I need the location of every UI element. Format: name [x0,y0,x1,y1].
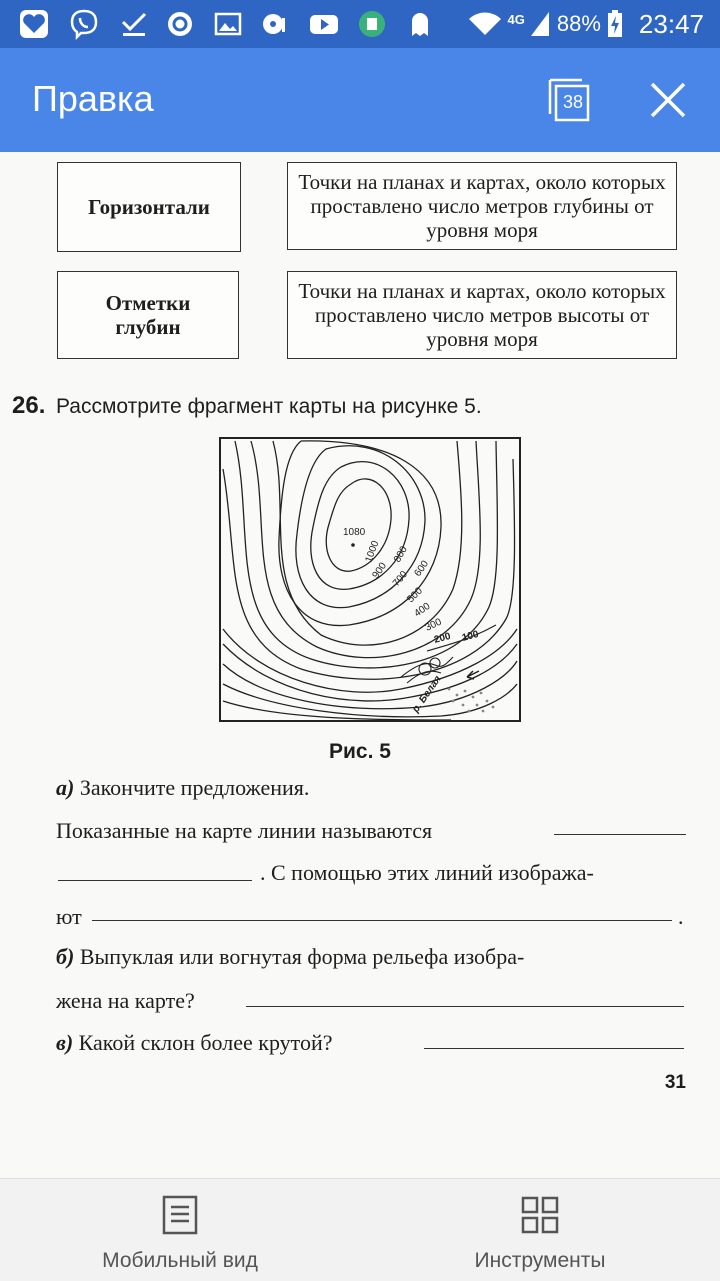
answer-blank-4[interactable] [246,1006,684,1007]
youtube-icon [308,8,340,40]
download-done-icon [118,8,150,40]
contour-label: 800 [392,544,410,565]
page-number: 31 [664,1072,686,1093]
pages-button[interactable] [544,76,592,124]
part-a-text: Закончите предложения. [79,775,310,800]
sync-icon [164,8,196,40]
contour-label: 100 [460,628,480,644]
matching-term-1: Горизонтали [57,162,241,252]
part-c-text: Какой склон более крутой? [78,1030,333,1055]
contour-label: 700 [390,569,411,589]
document-page [0,152,720,1178]
document-icon [160,1195,200,1235]
contour-label: 900 [370,560,390,581]
sentence-3-start: ют [56,904,82,929]
tools-label: Инструменты [474,1249,606,1272]
river-label: р. Белая [410,673,444,715]
contour-label: 600 [412,558,432,579]
viber-icon [68,8,100,40]
part-b-line-2: жена на карте? [56,988,195,1013]
contour-map-drawing [221,439,519,720]
pages-count: 38 [562,92,584,112]
bottom-bar [0,1178,720,1281]
part-c-label: в) [56,1030,74,1055]
close-icon[interactable] [644,76,692,124]
sentence-3-end: . [678,904,684,929]
gallery-icon [212,8,244,40]
question-text: Рассмотрите фрагмент карты на рисунке 5. [56,395,482,418]
wifi-icon [468,11,502,37]
contour-label: 400 [412,600,433,620]
figure-caption: Рис. 5 [329,740,391,763]
part-c-line [56,1030,333,1056]
status-bar [0,0,720,48]
peak-elevation-label: 1080 [343,527,366,538]
part-a-heading [56,775,309,801]
contour-label: 200 [432,630,452,646]
sentence-1: Показанные на карте линии называются [56,818,433,843]
cleaner-icon [356,8,388,40]
answer-blank-1[interactable] [554,834,686,835]
ghost-icon [404,8,436,40]
battery-charging-icon [607,10,623,38]
grid-icon [520,1195,560,1235]
question-number: 26. [12,392,46,419]
topographic-map [219,437,521,722]
peak-marker [351,543,355,547]
part-b-text: Выпуклая или вогнутая форма рельефа изобра- [79,944,525,969]
matching-term-2: Отметки глубин [57,271,239,359]
media-disc-icon [260,8,292,40]
sentence-2: . С помощью этих линий изобража- [260,860,594,885]
clock: 23:47 [638,8,704,39]
answer-blank-3[interactable] [92,920,672,921]
app-heart-icon [18,8,50,40]
contour-label: 1000 [363,539,382,565]
app-toolbar [0,48,720,152]
matching-definition-2: Точки на планах и картах, около которых проставлено число метров высоты от уровня моря [287,271,677,359]
signal-icon [529,10,551,38]
part-b-label: б) [56,944,75,969]
contour-label: 300 [423,616,444,634]
network-type: 4G [507,11,525,27]
answer-blank-2[interactable] [58,880,252,881]
matching-definition-1: Точки на планах и картах, около которых проставлено число метров глубины от уровня моря [287,162,677,250]
battery-level: 88% [556,11,601,36]
part-a-label: а) [56,775,75,800]
answer-blank-5[interactable] [424,1048,684,1049]
mobile-view-label: Мобильный вид [102,1249,258,1272]
part-b-line-1 [56,944,524,970]
tools-button[interactable] [360,1179,720,1281]
toolbar-title: Правка [32,78,154,119]
contour-label: 500 [405,585,425,606]
mobile-view-button[interactable] [0,1179,360,1281]
